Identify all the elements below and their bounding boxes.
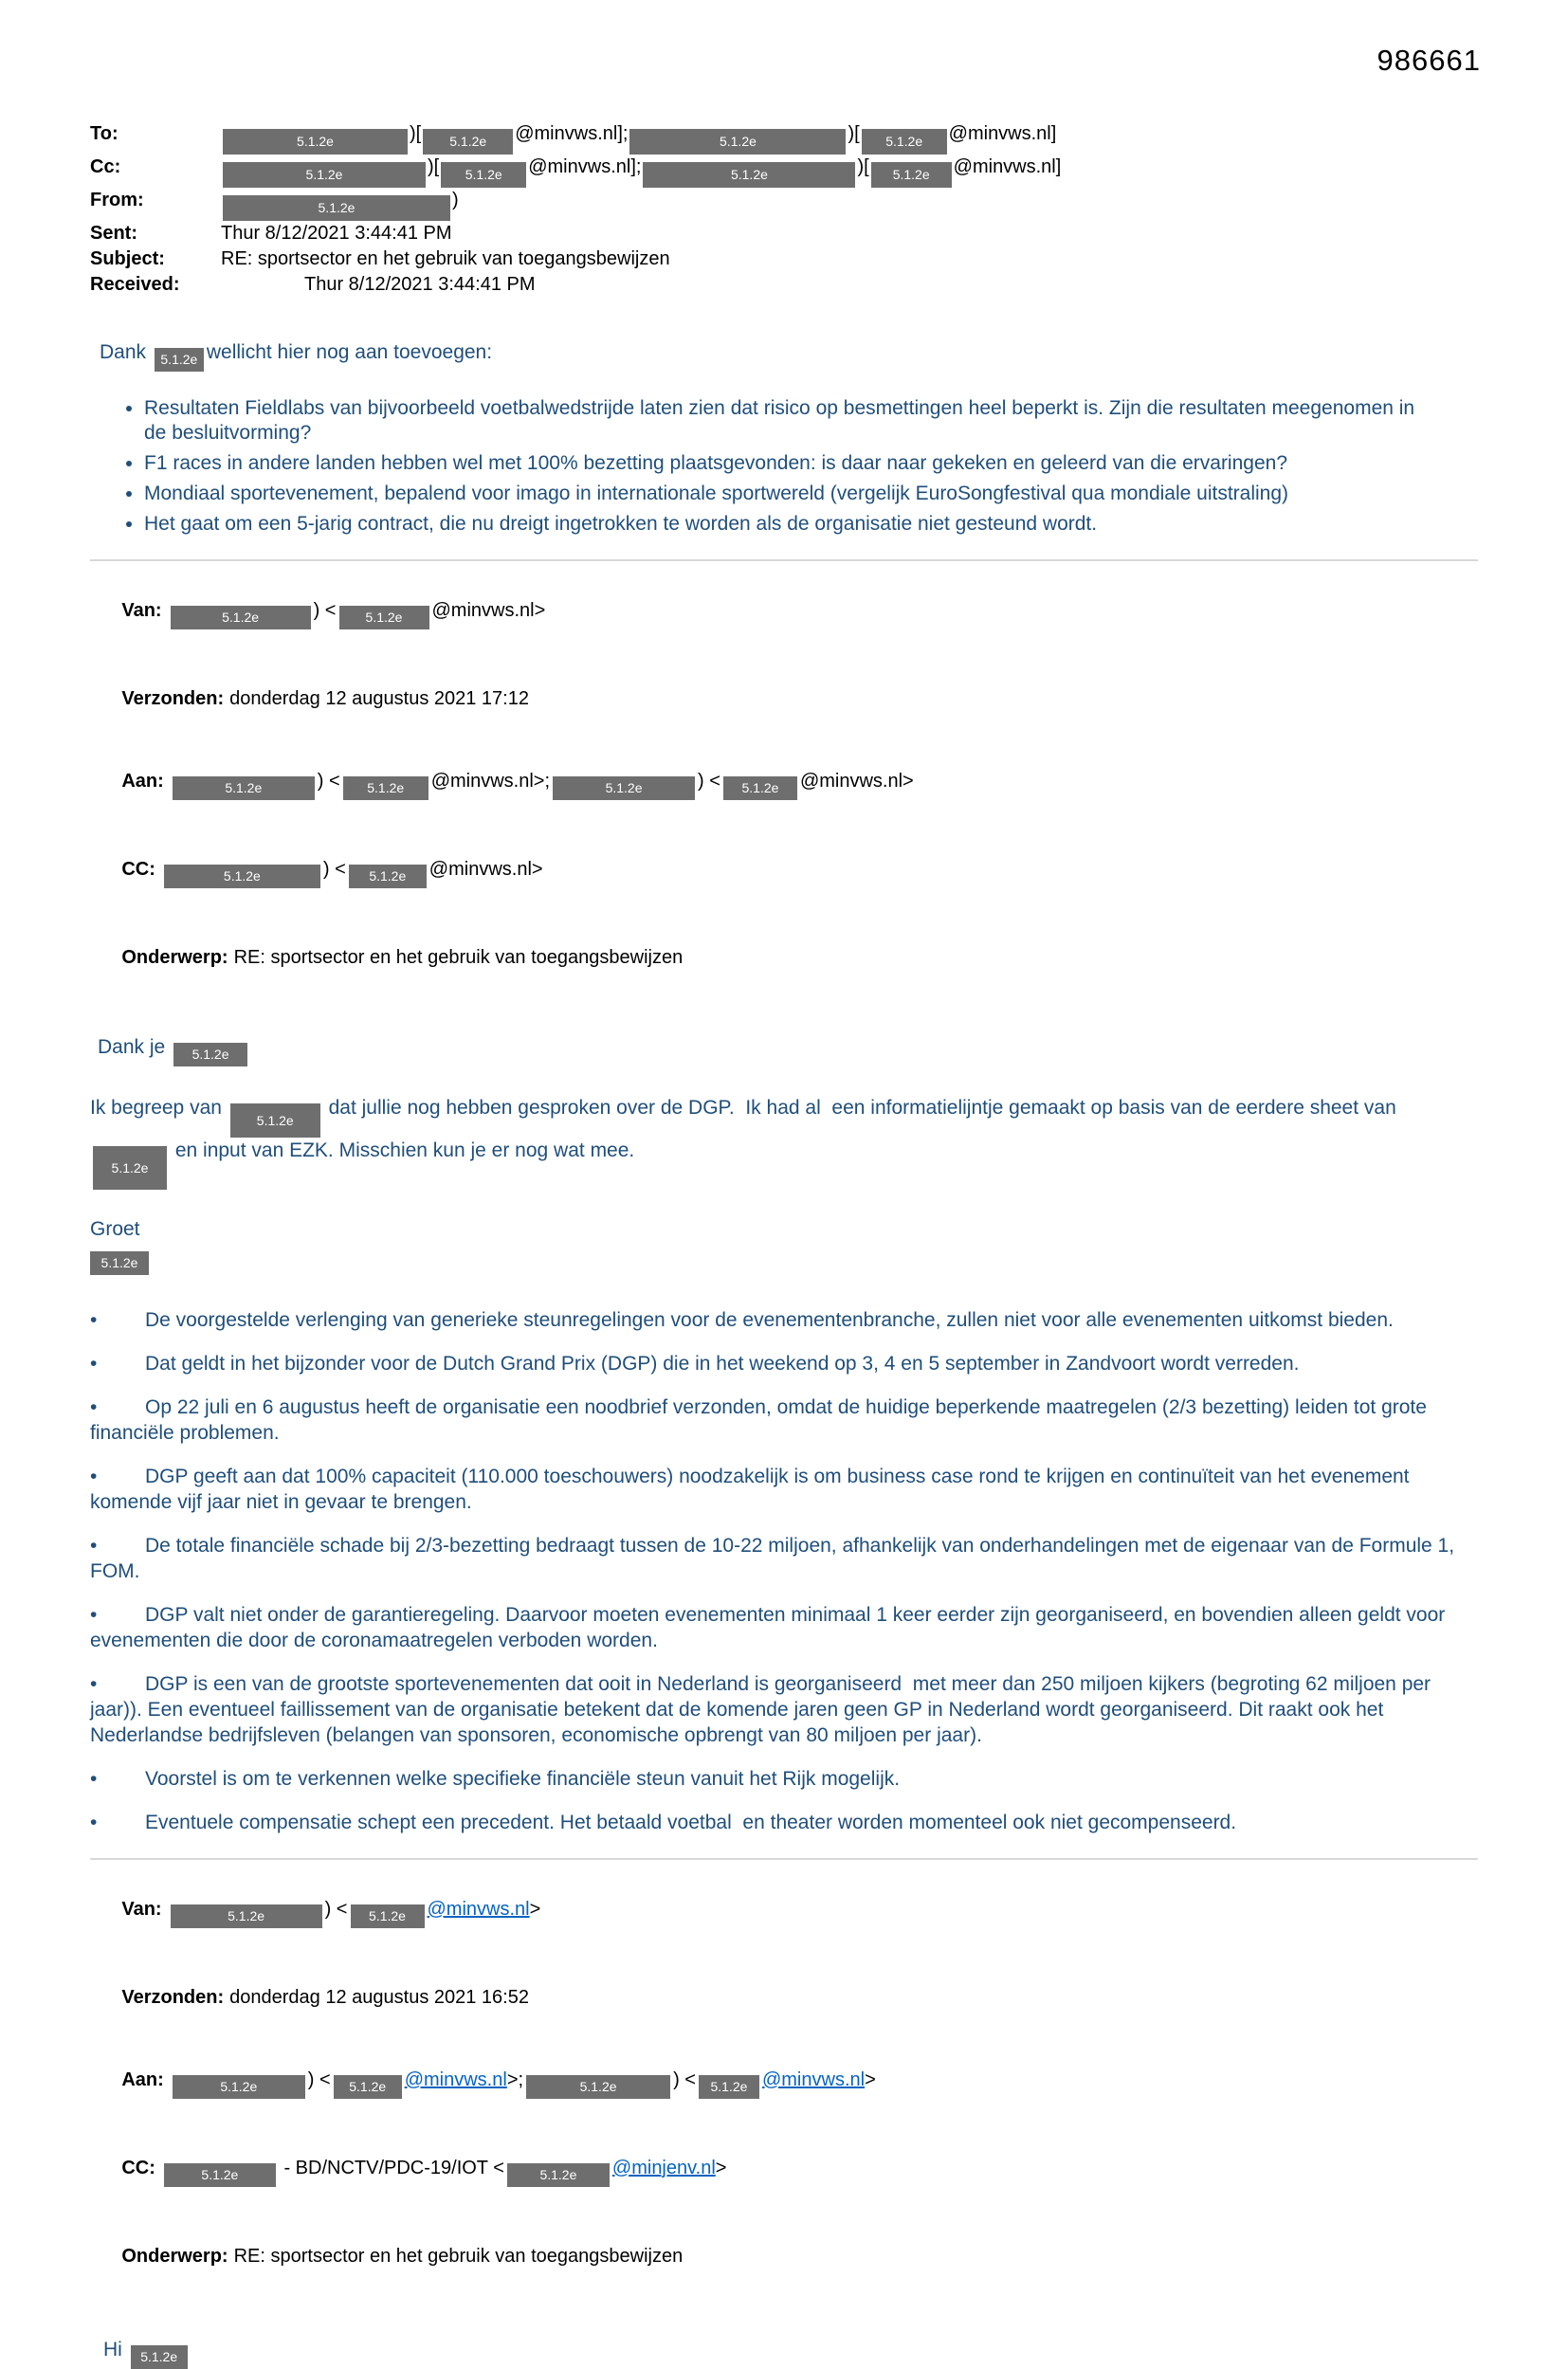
bullet-paragraph bbox=[90, 1810, 1478, 1835]
bullet-icon: • bbox=[90, 1673, 98, 1695]
onderwerp-label: Onderwerp: bbox=[121, 2246, 228, 2267]
bullet-icon: • bbox=[90, 1353, 98, 1375]
bullet-item: • Resultaten Fieldlabs van bijvoorbeeld voetbalwedstrijde laten zien dat risico op besmettingen heel beperkt is. Zijn die resultaten meegenomen in de besluitvorming? bbox=[144, 396, 1421, 446]
received-label: Received: bbox=[90, 274, 180, 295]
header-row-aan bbox=[90, 743, 1478, 826]
bullet-paragraph bbox=[90, 1351, 1478, 1376]
redaction-box: 5.1.2e bbox=[171, 606, 311, 629]
separator-line-1 bbox=[90, 559, 1478, 561]
aan-label: Aan: bbox=[121, 771, 164, 792]
cc-value: 5.1.2e )[ 5.1.2e @minvws.nl]; 5.1.2e )[ 5.1.2e @minvws.nl] bbox=[221, 155, 1478, 188]
redaction-box: 5.1.2e bbox=[629, 129, 846, 155]
to-label: To: bbox=[90, 123, 119, 144]
redaction-box: 5.1.2e bbox=[223, 162, 426, 188]
onderwerp-value: RE: sportsector en het gebruik van toegangsbewijzen bbox=[233, 947, 684, 968]
van-value: 5.1.2e ) < 5.1.2e @minvws.nl> bbox=[168, 600, 546, 621]
header-row-sent bbox=[90, 221, 1478, 246]
redaction-box: 5.1.2e bbox=[173, 776, 315, 800]
header-row-to bbox=[90, 121, 1478, 155]
bullet-text: De voorgestelde verlenging van generieke steunregelingen voor de evenementenbranche, zullen niet voor alle evenementen uitkomst bieden. bbox=[145, 1309, 1394, 1331]
header-row-van bbox=[90, 573, 1478, 655]
bullet-text: Eventuele compensatie schept een precedent. Het betaald voetbal en theater worden momenteel ook niet gecompenseerd. bbox=[145, 1812, 1237, 1833]
email-link[interactable]: @minvws.nl bbox=[404, 2069, 507, 2090]
redaction-box: 5.1.2e bbox=[223, 129, 408, 155]
redaction-box: 5.1.2e bbox=[862, 129, 947, 155]
aan-value: 5.1.2e ) < 5.1.2e @minvws.nl>; 5.1.2e ) < 5.1.2e @minvws.nl> bbox=[170, 771, 914, 792]
redaction-box: 5.1.2e bbox=[351, 1904, 425, 1928]
redaction-box: 5.1.2e bbox=[699, 2075, 759, 2099]
bullet-text: DGP valt niet onder de garantieregeling. Daarvoor moeten evenementen minimaal 1 keer eerder zijn georganiseerd, en bovendien alleen geldt voor evenementen die door de coronamaatregelen verboden worden. bbox=[90, 1604, 1451, 1651]
redaction-box: 5.1.2e bbox=[223, 195, 450, 221]
redaction-box: 5.1.2e bbox=[643, 162, 855, 188]
groet-line: Groet bbox=[90, 1218, 140, 1240]
redaction-box: 5.1.2e bbox=[131, 2345, 188, 2369]
bullet-icon: • bbox=[90, 1768, 98, 1790]
greeting-line: Dank 5.1.2e wellicht hier nog aan toevoegen: bbox=[100, 339, 1478, 372]
bullet-icon: • bbox=[90, 1309, 98, 1331]
bullet-icon: • bbox=[90, 1812, 98, 1833]
header-row-cc bbox=[90, 155, 1478, 188]
header-row-verzonden bbox=[90, 661, 1478, 738]
bullet-paragraph bbox=[90, 1602, 1478, 1653]
redaction-box: 5.1.2e bbox=[164, 2163, 276, 2187]
bullet-paragraph bbox=[90, 1464, 1478, 1515]
verzonden-label: Verzonden: bbox=[121, 1987, 225, 2008]
cc-label: CC: bbox=[121, 859, 155, 880]
redaction-box: 5.1.2e bbox=[526, 2075, 670, 2099]
verzonden-value: donderdag 12 augustus 2021 16:52 bbox=[229, 1987, 529, 2008]
header-row-cc bbox=[90, 831, 1478, 914]
header-row-received bbox=[90, 272, 1478, 298]
cc-value: 5.1.2e - BD/NCTV/PDC-19/IOT < 5.1.2e @minjenv.nl> bbox=[161, 2158, 727, 2178]
redaction-box: 5.1.2e bbox=[230, 1103, 320, 1138]
bullet-paragraph bbox=[90, 1671, 1478, 1748]
subject-value: RE: sportsector en het gebruik van toegangsbewijzen bbox=[221, 248, 670, 269]
from-value: 5.1.2e ) bbox=[221, 188, 1478, 221]
bullet-list bbox=[90, 396, 1421, 537]
bullet-text: De totale financiële schade bij 2/3-bezetting bedraagt tussen de 10-22 miljoen, afhankelijk van onderhandelingen met de eigenaar van de Formule 1, FOM. bbox=[90, 1535, 1460, 1582]
redaction-box: 5.1.2e bbox=[553, 776, 695, 800]
bullet-paragraph bbox=[90, 1766, 1478, 1792]
redaction-box: 5.1.2e bbox=[343, 776, 428, 800]
header-row-aan bbox=[90, 2042, 1478, 2124]
redaction-box: 5.1.2e bbox=[441, 162, 526, 188]
thanks-line: Dank je 5.1.2e bbox=[98, 1036, 1478, 1066]
redaction-box: 5.1.2e bbox=[423, 129, 513, 155]
bullet-paragraph bbox=[90, 1394, 1478, 1446]
redaction-box: 5.1.2e bbox=[90, 1251, 149, 1275]
subject-label: Subject: bbox=[90, 248, 165, 269]
sent-value: Thur 8/12/2021 3:44:41 PM bbox=[221, 223, 452, 244]
cc-label: CC: bbox=[121, 2158, 155, 2178]
email-body-1 bbox=[90, 339, 1478, 537]
header-row-onderwerp bbox=[90, 920, 1478, 996]
redaction-box: 5.1.2e bbox=[507, 2163, 610, 2187]
hi-line: Hi 5.1.2e bbox=[103, 2339, 1478, 2369]
email-link[interactable]: @minvws.nl bbox=[761, 2069, 866, 2090]
bullet-item: • Het gaat om een 5-jarig contract, die nu dreigt ingetrokken te worden als de organisatie niet gesteund wordt. bbox=[144, 512, 1421, 537]
email-link[interactable]: @minvws.nl bbox=[427, 1899, 530, 1920]
separator-line-2 bbox=[90, 1858, 1478, 1860]
redaction-box: 5.1.2e bbox=[171, 1904, 322, 1928]
intro-paragraph: Ik begreep van 5.1.2e dat jullie nog hebben gesproken over de DGP. Ik had al een informatielijntje gemaakt op basis van de eerdere sheet van 5.1.2e en input van EZK. Misschien kun je er nog wat mee. bbox=[90, 1095, 1478, 1190]
bullet-paragraph bbox=[90, 1533, 1478, 1584]
verzonden-label: Verzonden: bbox=[121, 688, 225, 709]
redaction-box: 5.1.2e bbox=[173, 2075, 305, 2099]
from-label: From: bbox=[90, 190, 144, 210]
van-value: 5.1.2e ) < 5.1.2e @minvws.nl> bbox=[168, 1899, 541, 1920]
redaction-box: 5.1.2e bbox=[871, 162, 952, 188]
email-body-2 bbox=[90, 1036, 1478, 1835]
van-label: Van: bbox=[121, 1899, 162, 1920]
bullet-text: Voorstel is om te verkennen welke specifieke financiële steun vanuit het Rijk mogelijk. bbox=[145, 1768, 901, 1790]
email-header-2 bbox=[90, 573, 1478, 996]
received-value: Thur 8/12/2021 3:44:41 PM bbox=[304, 274, 536, 295]
header-row-verzonden bbox=[90, 1959, 1478, 2036]
to-value: 5.1.2e )[ 5.1.2e @minvws.nl]; 5.1.2e )[ 5.1.2e @minvws.nl] bbox=[221, 121, 1478, 155]
email-header-3 bbox=[90, 1871, 1478, 2295]
signature-redaction-line bbox=[90, 1245, 1478, 1275]
bullet-icon: • bbox=[90, 1604, 98, 1626]
bullet-item: • F1 races in andere landen hebben wel met 100% bezetting plaatsgevonden: is daar naar gekeken en geleerd van die ervaringen? bbox=[144, 451, 1421, 476]
header-row-subject bbox=[90, 246, 1478, 272]
redaction-box: 5.1.2e bbox=[164, 865, 320, 888]
email-body-3 bbox=[90, 2339, 1478, 2369]
onderwerp-label: Onderwerp: bbox=[121, 947, 228, 968]
cc-label: Cc: bbox=[90, 156, 121, 177]
sent-label: Sent: bbox=[90, 223, 137, 244]
redaction-box: 5.1.2e bbox=[334, 2075, 402, 2099]
bullet-text: Dat geldt in het bijzonder voor de Dutch Grand Prix (DGP) die in het weekend op 3, 4 en 5 september in Zandvoort wordt verreden. bbox=[145, 1353, 1300, 1375]
cc-value: 5.1.2e ) < 5.1.2e @minvws.nl> bbox=[161, 859, 543, 880]
van-label: Van: bbox=[121, 600, 162, 621]
bullet-icon: • bbox=[90, 1466, 98, 1487]
email-link[interactable]: @minjenv.nl bbox=[611, 2158, 716, 2178]
redaction-box: 5.1.2e bbox=[723, 776, 797, 800]
header-row-van bbox=[90, 1871, 1478, 1954]
header-row-cc bbox=[90, 2130, 1478, 2213]
bullet-text: DGP is een van de grootste sportevenementen dat ooit in Nederland is georganiseerd met meer dan 250 miljoen kijkers (begroting 62 miljoen per jaar)). Een eventueel faillissement van de organisatie betekent dat de komende jaren geen GP in Nederland wordt georganiseerd. Dit raakt ook het Nederlandse bedrijfsleven (belangen van sponsoren, economische opbrengt van 80 miljoen per jaar). bbox=[90, 1673, 1436, 1746]
bullet-text: Op 22 juli en 6 augustus heeft de organisatie een noodbrief verzonden, omdat de huidige beperkende maatregelen (2/3 bezetting) leiden tot grote financiële problemen. bbox=[90, 1396, 1432, 1444]
redaction-box: 5.1.2e bbox=[339, 606, 429, 629]
verzonden-value: donderdag 12 augustus 2021 17:12 bbox=[229, 688, 529, 709]
onderwerp-value: RE: sportsector en het gebruik van toegangsbewijzen bbox=[233, 2246, 684, 2267]
bullet-icon: • bbox=[90, 1535, 98, 1557]
bullet-item: • Mondiaal sportevenement, bepalend voor imago in internationale sportwereld (vergelijk EuroSongfestival qua mondiale uitstraling) bbox=[144, 482, 1421, 506]
bullet-icon: • bbox=[90, 1396, 98, 1418]
document-number: 986661 bbox=[1377, 44, 1481, 77]
aan-value: 5.1.2e ) < 5.1.2e @minvws.nl>; 5.1.2e ) < 5.1.2e @minvws.nl> bbox=[170, 2069, 876, 2090]
bullet-paragraph bbox=[90, 1307, 1478, 1333]
bullet-paragraph-list bbox=[90, 1307, 1478, 1835]
aan-label: Aan: bbox=[121, 2069, 164, 2090]
redaction-box: 5.1.2e bbox=[349, 865, 427, 888]
header-row-onderwerp bbox=[90, 2218, 1478, 2295]
bullet-text: DGP geeft aan dat 100% capaciteit (110.000 toeschouwers) noodzakelijk is om business case rond te krijgen en continuïteit van het evenement komende vijf jaar niet in gevaar te brengen. bbox=[90, 1466, 1415, 1513]
email-header-1 bbox=[90, 121, 1478, 298]
redaction-box: 5.1.2e bbox=[155, 348, 204, 372]
redaction-box: 5.1.2e bbox=[93, 1146, 167, 1190]
header-row-from bbox=[90, 188, 1478, 221]
redaction-box: 5.1.2e bbox=[173, 1043, 247, 1066]
